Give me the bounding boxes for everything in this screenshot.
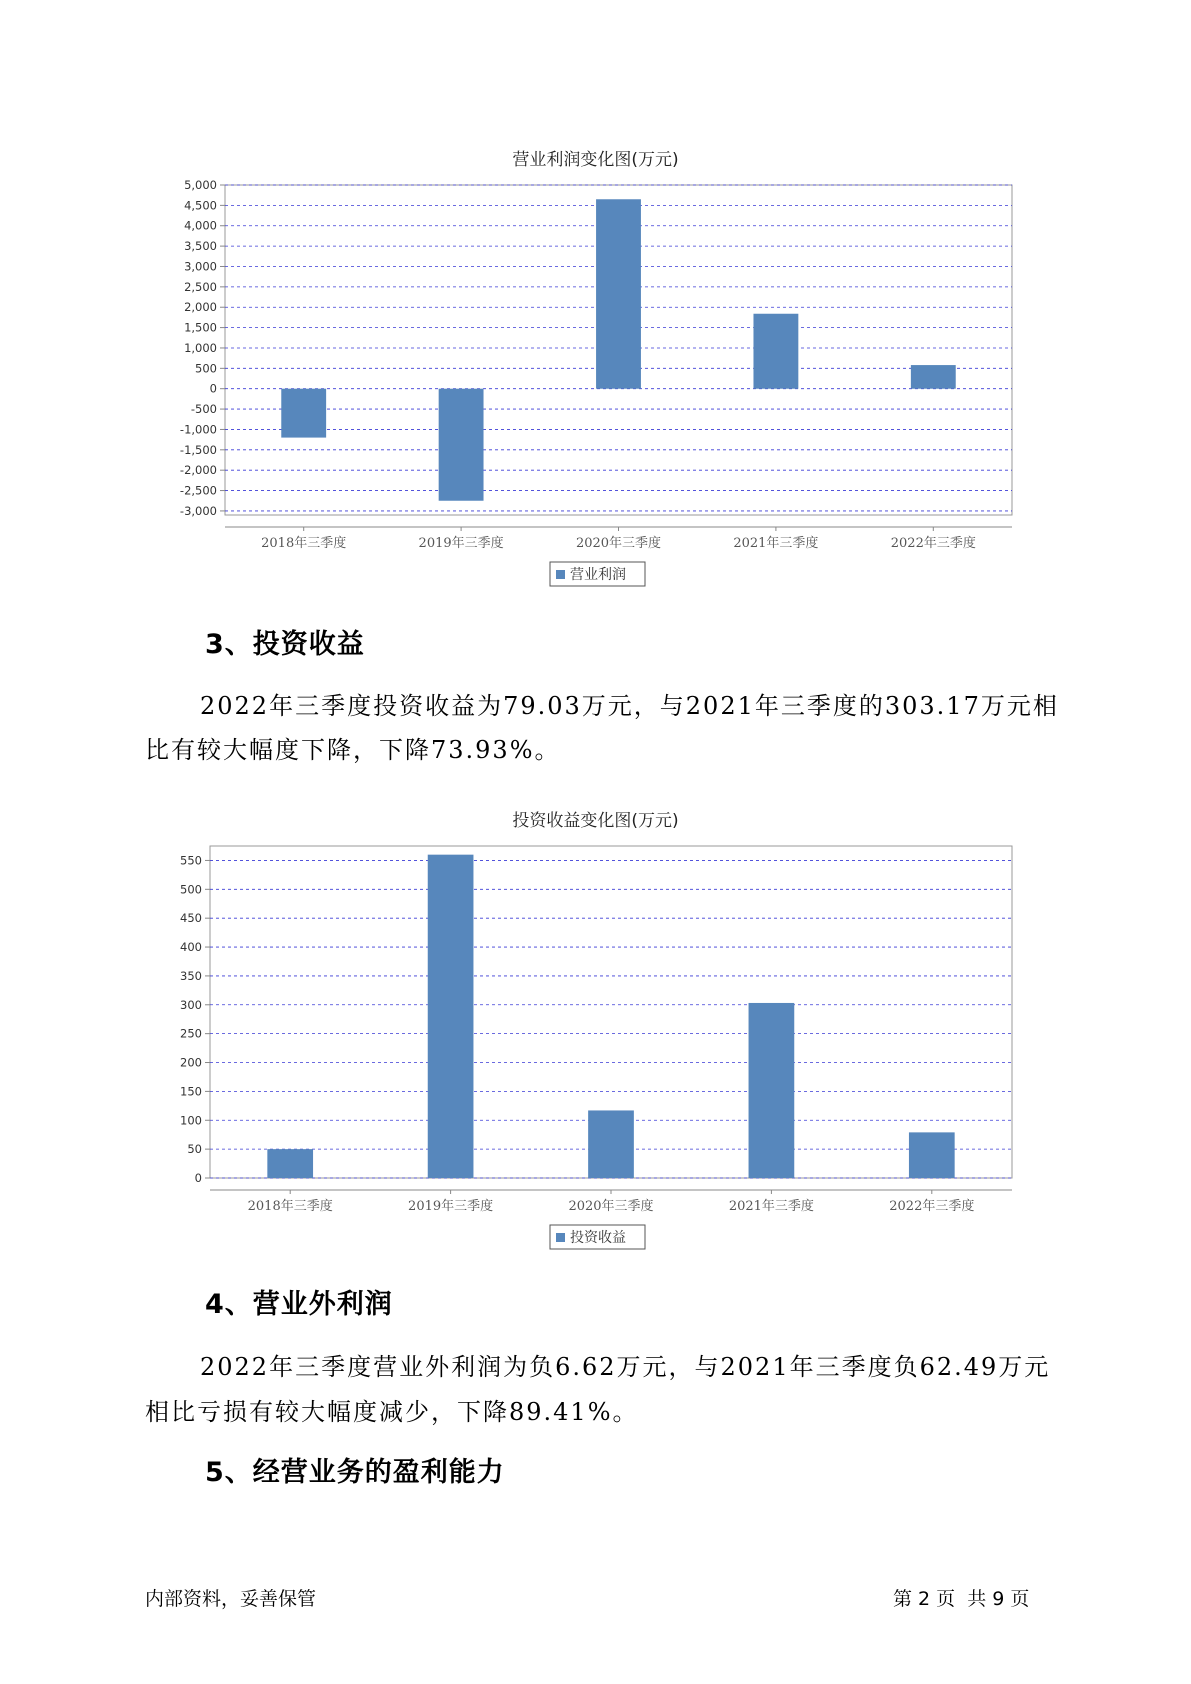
bar (749, 1003, 795, 1178)
section3-paragraph-line1: 2022年三季度投资收益为79.03万元，与2021年三季度的303.17万元相 (200, 692, 1059, 720)
bar (281, 389, 326, 438)
operating-profit-chart (0, 170, 1191, 590)
bar (596, 199, 641, 388)
y-tick-label: 200 (180, 1055, 202, 1070)
legend (550, 1225, 645, 1249)
chart2-title: 投资收益变化图(万元) (512, 811, 679, 831)
section3-paragraph-line2: 比有较大幅度下降，下降73.93%。 (145, 736, 561, 764)
y-tick-label: 500 (195, 361, 217, 376)
bar (753, 314, 798, 389)
y-tick-label: 2,000 (184, 300, 217, 315)
y-tick-label: 500 (180, 882, 202, 897)
y-tick-label: -1,500 (179, 442, 217, 457)
y-tick-label: -2,500 (179, 483, 217, 498)
footer-confidential-note: 内部资料，妥善保管 (145, 1588, 317, 1610)
footer-page-number: 第 2 页 共 9 页 (893, 1588, 1030, 1610)
y-tick-label: -3,000 (179, 503, 217, 518)
category-label: 2020年三季度 (575, 536, 662, 551)
y-tick-label: 100 (180, 1113, 202, 1128)
bar (439, 389, 484, 501)
section4-paragraph-line1: 2022年三季度营业外利润为负6.62万元，与2021年三季度负62.49万元 (200, 1353, 1051, 1381)
y-tick-label: 5,000 (184, 178, 217, 192)
y-tick-label: 3,000 (184, 259, 217, 274)
y-tick-label: 550 (180, 853, 202, 868)
bar (588, 1110, 634, 1178)
category-label: 2022年三季度 (889, 1199, 975, 1214)
y-tick-label: 250 (180, 1026, 202, 1041)
category-label: 2021年三季度 (728, 1199, 814, 1214)
legend (550, 562, 645, 586)
category-label: 2022年三季度 (890, 536, 976, 551)
y-tick-label: 0 (209, 381, 217, 396)
y-tick-label: -1,000 (179, 422, 217, 437)
y-tick-label: 1,500 (184, 320, 217, 335)
category-label: 2019年三季度 (408, 1199, 494, 1214)
bar (909, 1132, 955, 1178)
legend-swatch (556, 1233, 565, 1242)
y-tick-label: 3,500 (184, 239, 217, 254)
category-label: 2019年三季度 (418, 536, 504, 551)
investment-income-chart (0, 830, 1191, 1250)
chart1-title: 营业利润变化图(万元) (512, 150, 679, 170)
section4-heading: 4、营业外利润 (205, 1289, 393, 1320)
y-tick-label: 150 (180, 1084, 202, 1099)
bar (428, 855, 474, 1178)
y-tick-label: -500 (190, 402, 217, 417)
section4-paragraph-line2: 相比亏损有较大幅度减少，下降89.41%。 (145, 1398, 639, 1426)
bar (267, 1149, 313, 1178)
category-label: 2021年三季度 (733, 536, 819, 551)
category-label: 2020年三季度 (568, 1199, 654, 1214)
y-tick-label: 50 (187, 1142, 202, 1157)
category-label: 2018年三季度 (247, 1199, 333, 1214)
section3-heading: 3、投资收益 (205, 629, 365, 660)
bar (911, 365, 956, 389)
legend-swatch (556, 570, 565, 579)
section5-heading: 5、经营业务的盈利能力 (205, 1457, 505, 1488)
y-tick-label: -2,000 (179, 463, 217, 478)
y-tick-label: 0 (194, 1171, 202, 1185)
y-tick-label: 450 (180, 911, 202, 926)
y-tick-label: 1,000 (184, 340, 217, 355)
legend-label: 营业利润 (570, 567, 626, 583)
y-tick-label: 4,000 (184, 218, 217, 233)
y-tick-label: 4,500 (184, 198, 217, 213)
y-tick-label: 2,500 (184, 279, 217, 294)
y-tick-label: 400 (180, 940, 202, 955)
category-label: 2018年三季度 (261, 536, 347, 551)
legend-label: 投资收益 (570, 1230, 626, 1246)
y-tick-label: 350 (180, 968, 202, 983)
y-tick-label: 300 (180, 997, 202, 1012)
